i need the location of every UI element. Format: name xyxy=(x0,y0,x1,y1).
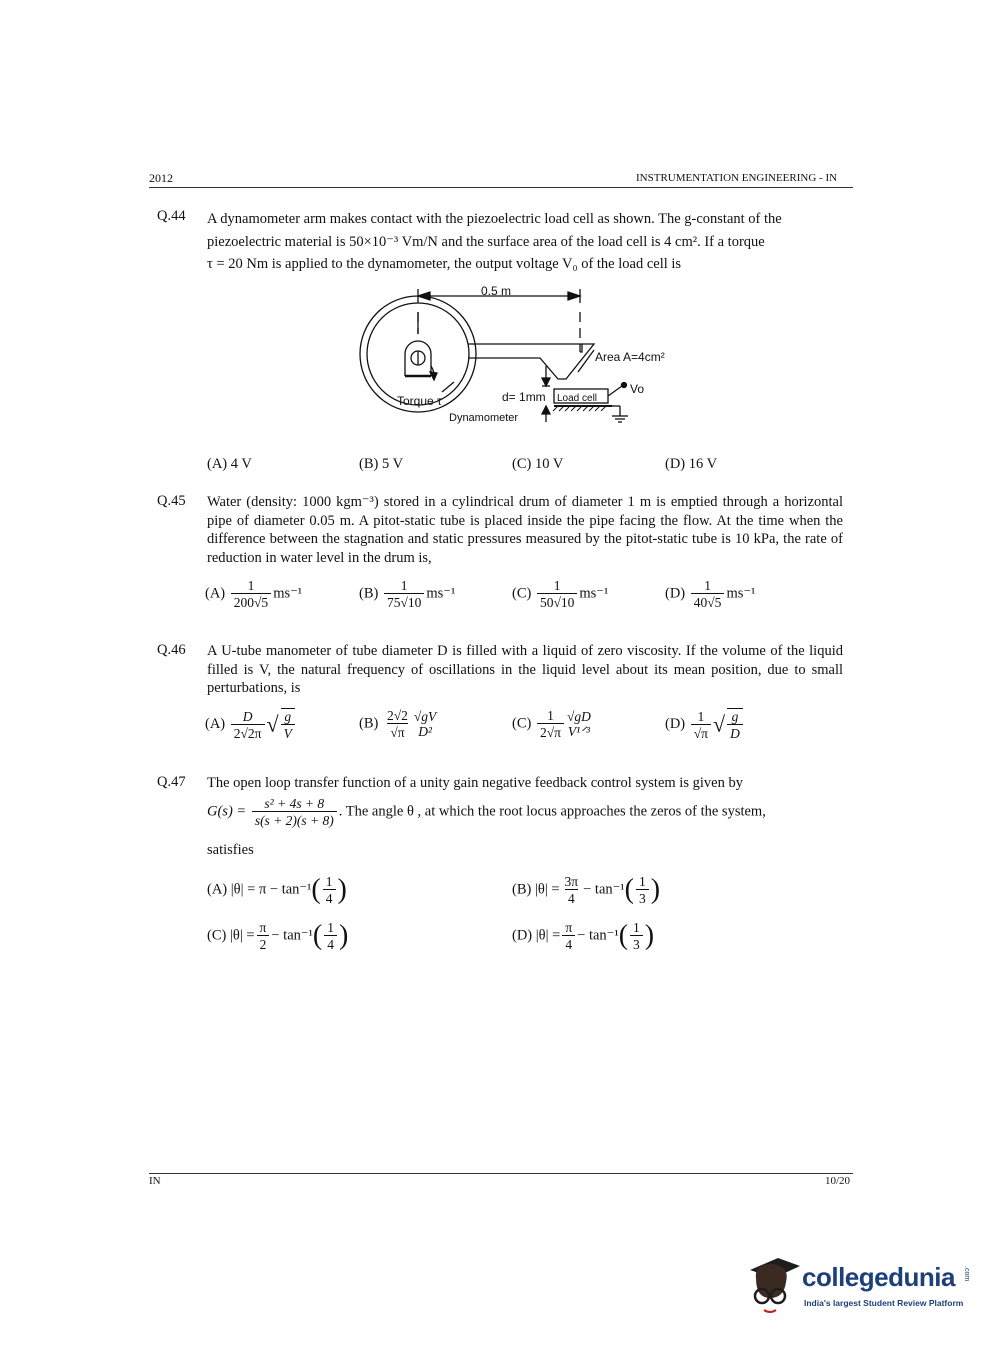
q47-option-c xyxy=(207,920,348,952)
q47-d-inner-den: 3 xyxy=(630,935,643,952)
fig-d-label: d= 1mm xyxy=(502,390,546,404)
q46-option-a xyxy=(205,708,297,741)
q45-d-den: 40√5 xyxy=(691,593,725,610)
q46-d-rad-num: g xyxy=(731,709,739,724)
q44-line2: piezoelectric material is 50×10⁻³ Vm/N and the surface area of the load cell is 4 cm². If a torque xyxy=(207,233,765,250)
q45-b-label: (B) xyxy=(359,585,379,602)
q45-c-den: 50√10 xyxy=(537,593,577,610)
q45-c-unit: ms⁻¹ xyxy=(579,585,609,602)
q47-c-tan: − tan⁻¹ xyxy=(271,927,313,944)
q47-a-rparen: ) xyxy=(337,874,347,905)
q47-b-label: (B) xyxy=(512,881,532,898)
logo-tagline: India's largest Student Review Platform xyxy=(804,1298,964,1308)
q46-option-b xyxy=(359,708,441,740)
q47-c-lhs-den: 2 xyxy=(257,935,270,952)
q45-b-unit: ms⁻¹ xyxy=(426,585,456,602)
q47-d-lhs-num: π xyxy=(565,920,573,935)
q45-option-a xyxy=(205,578,302,610)
q47-a-inner-den: 4 xyxy=(323,889,336,906)
q45-d-unit: ms⁻¹ xyxy=(726,585,756,602)
q47-b-tan: − tan⁻¹ xyxy=(583,881,625,898)
q44-option-b: (B) 5 V xyxy=(359,456,404,472)
q47-b-inner xyxy=(636,874,649,906)
q47-b-lhs xyxy=(562,874,582,906)
fig-area-label: Area A=4cm² xyxy=(595,350,665,364)
q47-d-lparen: ( xyxy=(618,920,629,951)
q47-d-lhs-den: 4 xyxy=(562,935,575,952)
q45-a-unit: ms⁻¹ xyxy=(273,585,303,602)
q46-d-radical: √ xyxy=(713,711,726,737)
q44-option-a: (A) 4 V xyxy=(207,456,252,472)
q47-a-inner xyxy=(323,874,336,906)
q45-text: Water (density: 1000 kgm⁻³) stored in a cylindrical drum of diameter 1 m is emptied through a horizontal pipe of diameter 0.05 m. A pitot-static tube is placed inside the pipe facing the flow. At the time when the difference between the stagnation and static pressures measured by the pitot-static tube is 10 kPa, the rate of reduction in water level in the drum is, xyxy=(207,494,843,566)
q46-a-frac xyxy=(231,709,265,741)
q45-a-frac xyxy=(231,578,271,610)
footer-page: 10/20 xyxy=(825,1175,851,1187)
q47-option-d xyxy=(512,920,654,952)
q47-d-lhs xyxy=(562,920,575,952)
q45-c-num: 1 xyxy=(553,578,561,593)
fig-length-label: 0.5 m xyxy=(481,284,512,298)
header-rule xyxy=(149,187,853,188)
q46-a-rad xyxy=(281,708,295,741)
q46-c-rad-den: V¹ᐟ³ xyxy=(567,724,590,739)
q47-b-rparen: ) xyxy=(650,874,661,905)
fig-vo-label: Vo xyxy=(630,382,645,396)
q46-a-rad-num: g xyxy=(284,709,292,724)
q47-c-theta: |θ| = xyxy=(229,927,255,944)
q45-a-label: (A) xyxy=(205,585,226,602)
logo-name-text: collegedunia xyxy=(802,1262,955,1292)
q44-number: Q.44 xyxy=(157,208,186,224)
q47-c-inner-num: 1 xyxy=(327,920,334,935)
q45-d-label: (D) xyxy=(665,585,686,602)
collegedunia-logo xyxy=(742,1252,972,1318)
q47-d-inner xyxy=(630,920,643,952)
q47-d-inner-num: 1 xyxy=(633,920,640,935)
q47-option-b xyxy=(512,874,660,906)
q47-tf-den: s(s + 2)(s + 8) xyxy=(252,811,337,828)
q46-d-rad-den: D xyxy=(727,724,743,741)
q46-c-rad xyxy=(564,709,594,739)
q47-b-lhs-den: 4 xyxy=(565,889,578,906)
q46-b-rad xyxy=(411,709,439,739)
q44-line1: A dynamometer arm makes contact with the piezoelectric load cell as shown. The g-constant of the xyxy=(207,211,782,227)
q45-c-label: (C) xyxy=(512,585,532,602)
q47-d-tan: − tan⁻¹ xyxy=(577,927,619,944)
q45-option-d xyxy=(665,578,755,610)
q46-c-den: 2√π xyxy=(537,723,564,740)
q46-a-den: 2√2π xyxy=(231,724,265,741)
q47-c-label: (C) xyxy=(207,927,227,944)
q46-number: Q.46 xyxy=(157,642,186,658)
q46-d-rad xyxy=(727,708,743,741)
q45-number: Q.45 xyxy=(157,493,186,509)
q45-b-num: 1 xyxy=(400,578,408,593)
q46-a-num: D xyxy=(242,708,253,724)
logo-suffix: .com xyxy=(963,1266,970,1282)
q47-line3: satisfies xyxy=(207,842,254,858)
fig-loadcell-label: Load cell xyxy=(557,393,598,404)
q46-text: A U-tube manometer of tube diameter D is filled with a liquid of zero viscosity. If the volume of the liquid filled is V, the natural frequency of oscillations in the liquid level about its mean position, due to small perturbations, is xyxy=(207,643,843,696)
q47-c-lparen: ( xyxy=(312,920,323,951)
q46-c-label: (C) xyxy=(512,715,532,732)
q46-d-num: 1 xyxy=(697,708,705,724)
q46-a-rad-den: V xyxy=(281,724,295,741)
q45-b-den: 75√10 xyxy=(384,593,424,610)
q47-transfer-fn xyxy=(207,796,766,828)
q46-d-label: (D) xyxy=(665,715,686,732)
q47-b-lparen: ( xyxy=(624,874,634,905)
q46-option-d xyxy=(665,708,745,741)
q47-tf-num: s² + 4s + 8 xyxy=(264,796,325,811)
q47-b-inner-den: 3 xyxy=(636,889,649,906)
q44-dynamometer-figure xyxy=(350,282,690,432)
q46-b-den: √π xyxy=(387,723,407,740)
footer-rule xyxy=(149,1173,853,1174)
fig-torque-label: Torque τ xyxy=(397,394,442,408)
q47-b-theta: |θ| = xyxy=(534,881,560,898)
q46-option-c xyxy=(512,708,596,740)
q46-d-den: √π xyxy=(691,724,711,741)
q46-c-rad-num: √gD xyxy=(566,709,591,724)
q46-b-rad-den: D² xyxy=(418,724,432,739)
mascot-icon xyxy=(742,1252,802,1318)
q44-option-c: (C) 10 V xyxy=(512,456,564,472)
header-year: 2012 xyxy=(149,171,173,185)
q44-line3: τ = 20 Nm is applied to the dynamometer, the output voltage V₀ of the load cell is xyxy=(207,256,682,272)
q46-b-num: 2√2 xyxy=(386,708,408,723)
q47-a-inner-num: 1 xyxy=(325,874,333,889)
q47-d-theta: |θ| = xyxy=(535,927,561,944)
q47-d-label: (D) xyxy=(512,927,533,944)
q45-a-num: 1 xyxy=(247,578,255,593)
q47-tf xyxy=(252,796,337,828)
q45-b-frac xyxy=(384,578,424,610)
q46-a-label: (A) xyxy=(205,715,226,732)
logo-name xyxy=(802,1262,955,1293)
q47-line1: The open loop transfer function of a unity gain negative feedback control system is given by xyxy=(207,775,743,791)
q44-text xyxy=(207,208,843,276)
q47-c-inner xyxy=(324,920,337,952)
q46-b-rad-num: √gV xyxy=(413,709,437,724)
q47-b-lhs-num: 3π xyxy=(564,874,579,889)
q45-c-frac xyxy=(537,578,577,610)
q47-a-label: (A) xyxy=(207,881,228,898)
fig-dyn-label: Dynamometer xyxy=(449,412,519,424)
q46-b-label: (B) xyxy=(359,715,379,732)
q47-a-lhs: |θ| = π − tan⁻¹ xyxy=(230,881,312,898)
q45-d-num: 1 xyxy=(704,578,711,593)
q47-c-inner-den: 4 xyxy=(324,935,337,952)
q47-d-rparen: ) xyxy=(644,920,655,951)
q47-gs: G(s) = xyxy=(207,803,247,820)
q46-b-frac xyxy=(384,708,411,740)
q47-option-a xyxy=(207,874,347,906)
header-subject: INSTRUMENTATION ENGINEERING - IN xyxy=(636,172,838,184)
q45-option-b xyxy=(359,578,455,610)
q46-d-frac xyxy=(691,709,711,741)
q46-c-frac xyxy=(537,708,564,740)
q47-c-lhs-num: π xyxy=(259,920,267,935)
q47-c-rparen: ) xyxy=(338,920,349,951)
q47-c-lhs xyxy=(257,920,270,952)
q45-a-den: 200√5 xyxy=(231,593,271,610)
q47-number: Q.47 xyxy=(157,774,186,790)
q45-option-c xyxy=(512,578,608,610)
q47-a-lparen: ( xyxy=(311,874,321,905)
q46-c-num: 1 xyxy=(547,708,554,723)
q44-option-d: (D) 16 V xyxy=(665,456,718,472)
q47-line2: . The angle θ , at which the root locus approaches the zeros of the system, xyxy=(338,803,766,820)
q46-a-radical: √ xyxy=(266,711,279,737)
footer-code: IN xyxy=(149,1175,161,1187)
q47-b-inner-num: 1 xyxy=(638,874,646,889)
q45-d-frac xyxy=(691,578,725,610)
